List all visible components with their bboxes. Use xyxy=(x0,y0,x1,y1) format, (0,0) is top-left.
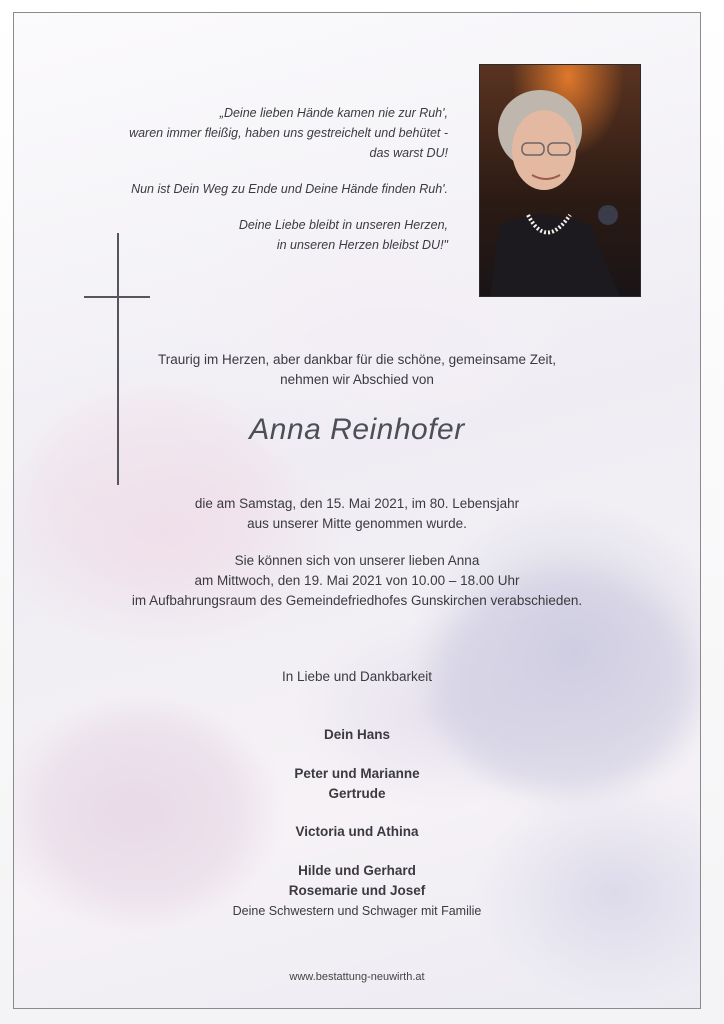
family-group-4-note: Deine Schwestern und Schwager mit Familie xyxy=(232,904,482,918)
memorial-poem xyxy=(88,103,448,271)
poem-stanza-2: Nun ist Dein Weg zu Ende und Deine Hände finden Ruh'. xyxy=(131,182,448,196)
family-group-3: Victoria und Athina xyxy=(295,824,419,839)
intro-text: Traurig im Herzen, aber dankbar für die schöne, gemeinsame Zeit, nehmen wir Abschied von xyxy=(158,352,556,387)
viewing-information: Sie können sich von unserer lieben Anna am Mittwoch, den 19. Mai 2021 von 10.00 – 18.00 Uhr im Aufbahrungsraum des Gemeindefriedhofes Gunskirchen verabschieden. xyxy=(131,553,583,608)
death-notice: die am Samstag, den 15. Mai 2021, im 80. Lebensjahr aus unserer Mitte genommen wurde. xyxy=(194,496,520,531)
family-group-1: Dein Hans xyxy=(323,727,391,742)
cross-horizontal-bar xyxy=(84,296,150,298)
portrait-image xyxy=(480,65,640,296)
deceased-name: Anna Reinhofer xyxy=(249,413,465,446)
poem-stanza-1: „Deine lieben Hände kamen nie zur Ruh', waren immer fleißig, haben uns gestreichelt und behütet - das warst DU! xyxy=(129,106,448,160)
family-group-4: Hilde und Gerhard Rosemarie und Josef Deine Schwestern und Schwager mit Familie xyxy=(14,861,700,921)
closing-line: In Liebe und Dankbarkeit xyxy=(281,669,433,684)
poem-stanza-3: Deine Liebe bleibt in unseren Herzen, in unseren Herzen bleibst DU!" xyxy=(238,218,448,252)
family-group-2: Peter und Marianne Gertrude xyxy=(294,766,420,801)
obituary-card xyxy=(13,12,701,1009)
portrait-photo xyxy=(480,65,640,296)
funeral-home-url: www.bestattung-neuwirth.at xyxy=(289,971,425,983)
